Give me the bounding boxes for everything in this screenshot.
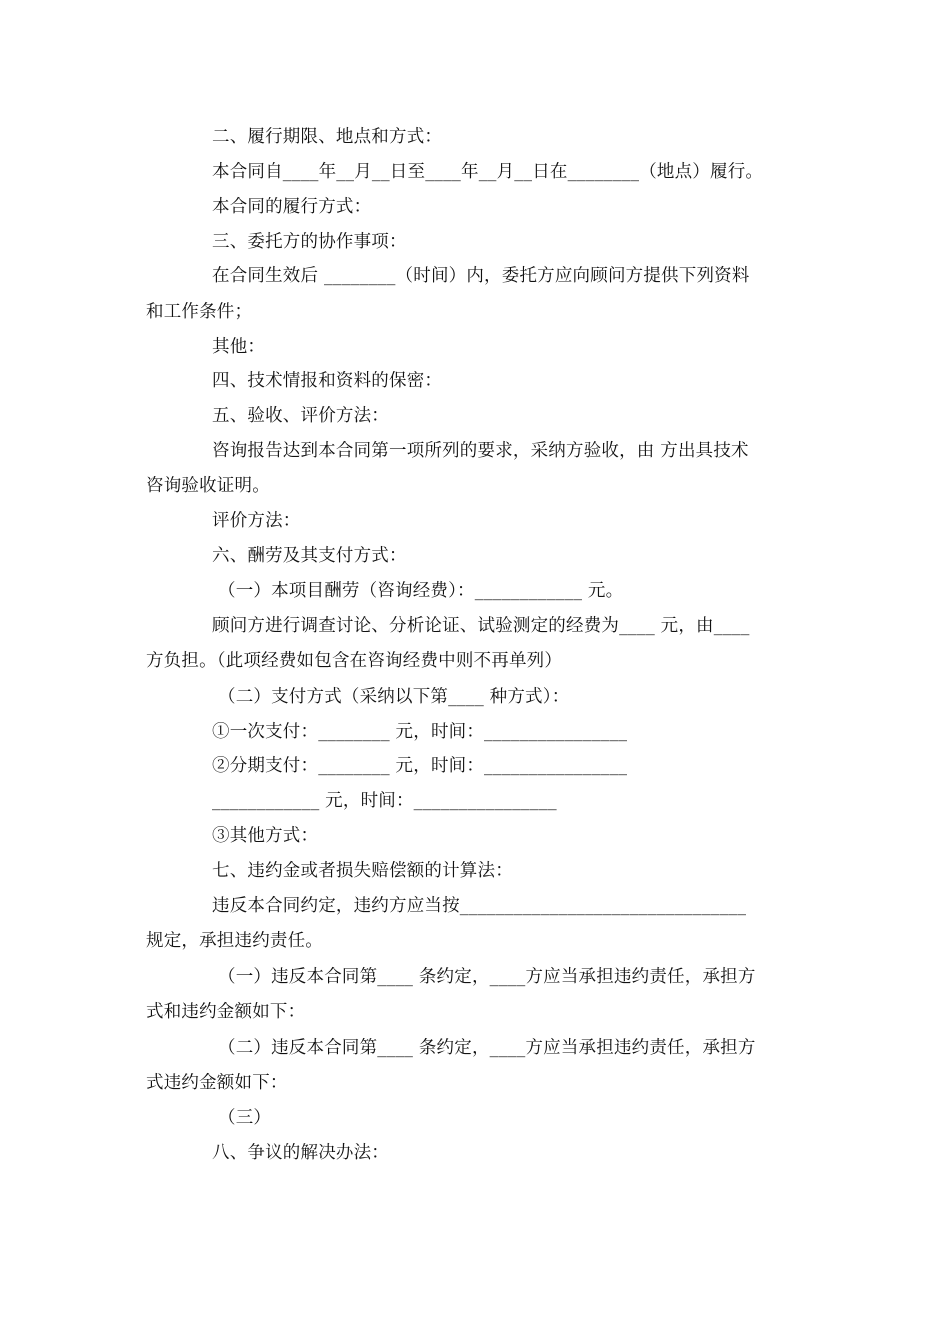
paragraph-line: （二）违反本合同第____ 条约定，____方应当承担违约责任，承担方 bbox=[218, 1038, 756, 1058]
paragraph-line: 其他： bbox=[212, 337, 266, 357]
section-heading-6: 六、酬劳及其支付方式： bbox=[212, 546, 407, 566]
paragraph-line: （二）支付方式（采纳以下第____ 种方式）： bbox=[218, 687, 570, 707]
paragraph-line: 规定，承担违约责任。 bbox=[146, 931, 323, 951]
paragraph-line: 本合同自____年__月__日至____年__月__日在________（地点）履行。 bbox=[212, 162, 764, 182]
paragraph-line: ②分期支付：________ 元，时间：________________ bbox=[212, 756, 628, 776]
paragraph-line: ____________ 元，时间：________________ bbox=[212, 791, 557, 811]
section-heading-4: 四、技术情报和资料的保密： bbox=[212, 371, 443, 391]
paragraph-line: 咨询验收证明。 bbox=[146, 476, 270, 496]
section-heading-2: 二、履行期限、地点和方式： bbox=[212, 127, 443, 147]
paragraph-line: 式和违约金额如下： bbox=[146, 1002, 306, 1022]
paragraph-line: ①一次支付：________ 元，时间：________________ bbox=[212, 722, 628, 742]
paragraph-line: 顾问方进行调查讨论、分析论证、试验测定的经费为____ 元，由____ bbox=[212, 616, 750, 636]
paragraph-line: 咨询报告达到本合同第一项所列的要求，采纳方验收，由 方出具技术 bbox=[212, 441, 749, 461]
paragraph-line: （一）违反本合同第____ 条约定，____方应当承担违约责任，承担方 bbox=[218, 967, 756, 987]
section-heading-5: 五、验收、评价方法： bbox=[212, 406, 389, 426]
paragraph-line: （一）本项目酬劳（咨询经费）：____________ 元。 bbox=[218, 581, 624, 601]
section-heading-7: 七、违约金或者损失赔偿额的计算法： bbox=[212, 861, 513, 881]
paragraph-line: 方负担。（此项经费如包含在咨询经费中则不再单列） bbox=[146, 651, 563, 671]
paragraph-line: 和工作条件； bbox=[146, 302, 253, 322]
paragraph-line: 违反本合同约定，违约方应当按________________________________ bbox=[212, 896, 747, 916]
section-heading-8: 八、争议的解决办法： bbox=[212, 1143, 389, 1163]
paragraph-line: （三） bbox=[218, 1108, 272, 1128]
section-heading-3: 三、委托方的协作事项： bbox=[212, 232, 407, 252]
paragraph-line: 本合同的履行方式： bbox=[212, 197, 372, 217]
paragraph-line: 评价方法： bbox=[212, 511, 301, 531]
paragraph-line: 在合同生效后 ________（时间）内，委托方应向顾问方提供下列资料 bbox=[212, 266, 750, 286]
paragraph-line: 式违约金额如下： bbox=[146, 1073, 288, 1093]
paragraph-line: ③其他方式： bbox=[212, 826, 319, 846]
